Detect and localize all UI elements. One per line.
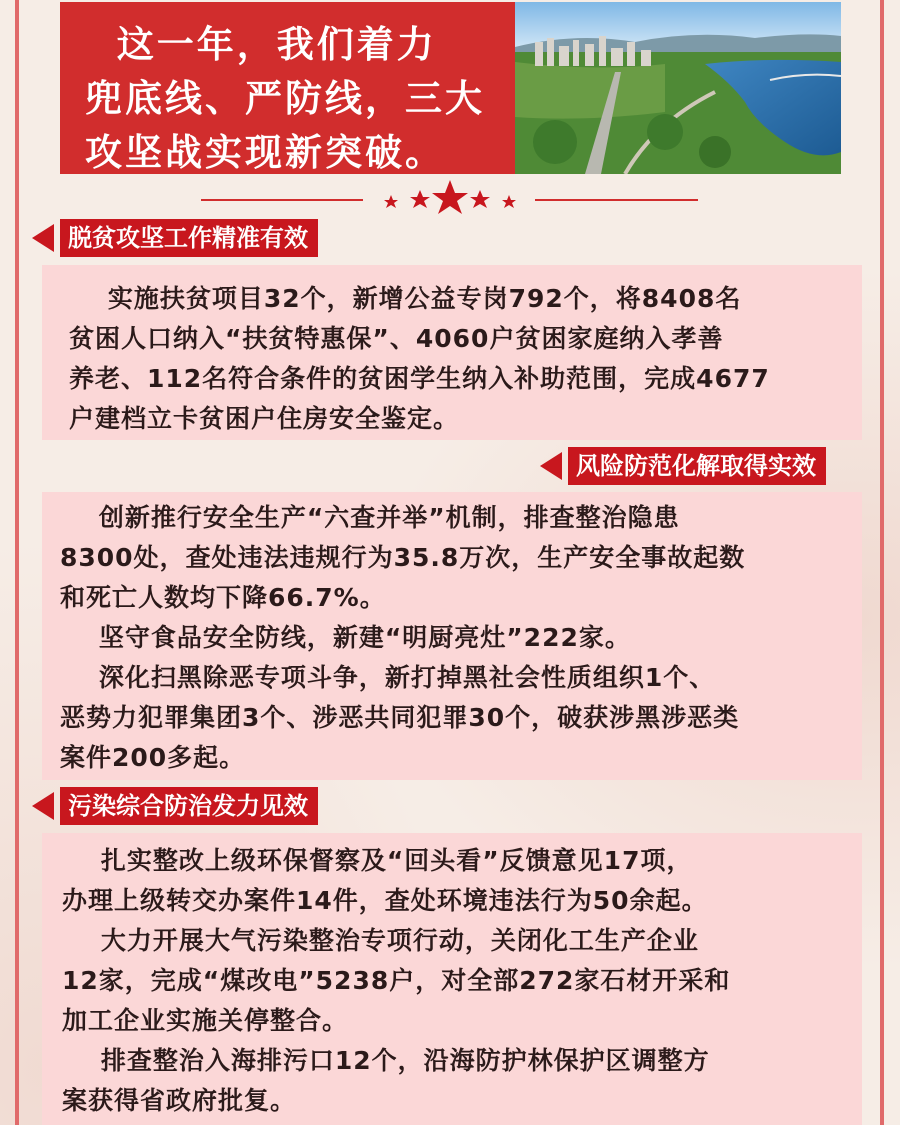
paragraph-line: 案件200多起。 [60,743,246,772]
paragraph-line: 案获得省政府批复。 [62,1086,297,1115]
paragraph-line: 大力开展大气污染整治专项行动，关闭化工生产企业 [62,926,699,955]
section-heading-label: 风险防范化解取得实效 [568,447,826,485]
paragraph-line: 实施扶贫项目32个，新增公益专岗792个，将8408名 [69,284,742,313]
city-lake-photo [515,2,841,174]
paragraph-line: 恶势力犯罪集团3个、涉恶共同犯罪30个，破获涉黑涉恶类 [60,703,740,732]
section-heading-risk [540,447,826,485]
header-title-line: 这一年，我们着力 [85,23,437,66]
section-heading-pollution [32,787,318,825]
city-lake-photo-illustration [515,2,841,174]
paragraph-line: 排查整治入海排污口12个，沿海防护林保护区调整方 [62,1046,710,1075]
divider-line-right [535,199,698,201]
header-title-line: 兜底线、严防线，三大 [85,77,485,120]
section-heading-label: 脱贫攻坚工作精准有效 [60,219,318,257]
triangle-left-icon [32,792,54,820]
paragraph-line: 户建档立卡贫困户住房安全鉴定。 [69,404,460,433]
paragraph-line: 深化扫黑除恶专项斗争，新打掉黑社会性质组织1个、 [60,663,716,692]
paragraph-line: 坚守食品安全防线，新建“明厨亮灶”222家。 [60,623,631,652]
section-panel-risk [42,492,862,780]
five-stars-icon [378,178,522,222]
section-heading-poverty [32,219,318,257]
header-title-block [60,2,515,174]
left-border-line [15,0,19,1125]
paragraph-line: 8300处，查处违法违规行为35.8万次，生产安全事故起数 [60,543,746,572]
paragraph-line: 养老、112名符合条件的贫困学生纳入补助范围，完成4677 [69,364,770,393]
triangle-left-icon [32,224,54,252]
paragraph-line: 扎实整改上级环保督察及“回头看”反馈意见17项， [62,846,693,875]
right-border-line [880,0,884,1125]
paragraph-line: 12家，完成“煤改电”5238户，对全部272家石材开采和 [62,966,731,995]
triangle-left-icon [540,452,562,480]
section-panel-poverty [42,265,862,440]
paragraph-line: 和死亡人数均下降66.7%。 [60,583,386,612]
header-title-line: 攻坚战实现新突破。 [85,131,445,174]
paragraph-line: 贫困人口纳入“扶贫特惠保”、4060户贫困家庭纳入孝善 [69,324,724,353]
section-heading-label: 污染综合防治发力见效 [60,787,318,825]
paragraph-line: 创新推行安全生产“六查并举”机制，排查整治隐患 [60,503,680,532]
section-panel-pollution [42,833,862,1125]
paragraph-line: 办理上级转交办案件14件，查处环境违法行为50余起。 [62,886,708,915]
divider-line-left [201,199,363,201]
paragraph-line: 加工企业实施关停整合。 [62,1006,349,1035]
